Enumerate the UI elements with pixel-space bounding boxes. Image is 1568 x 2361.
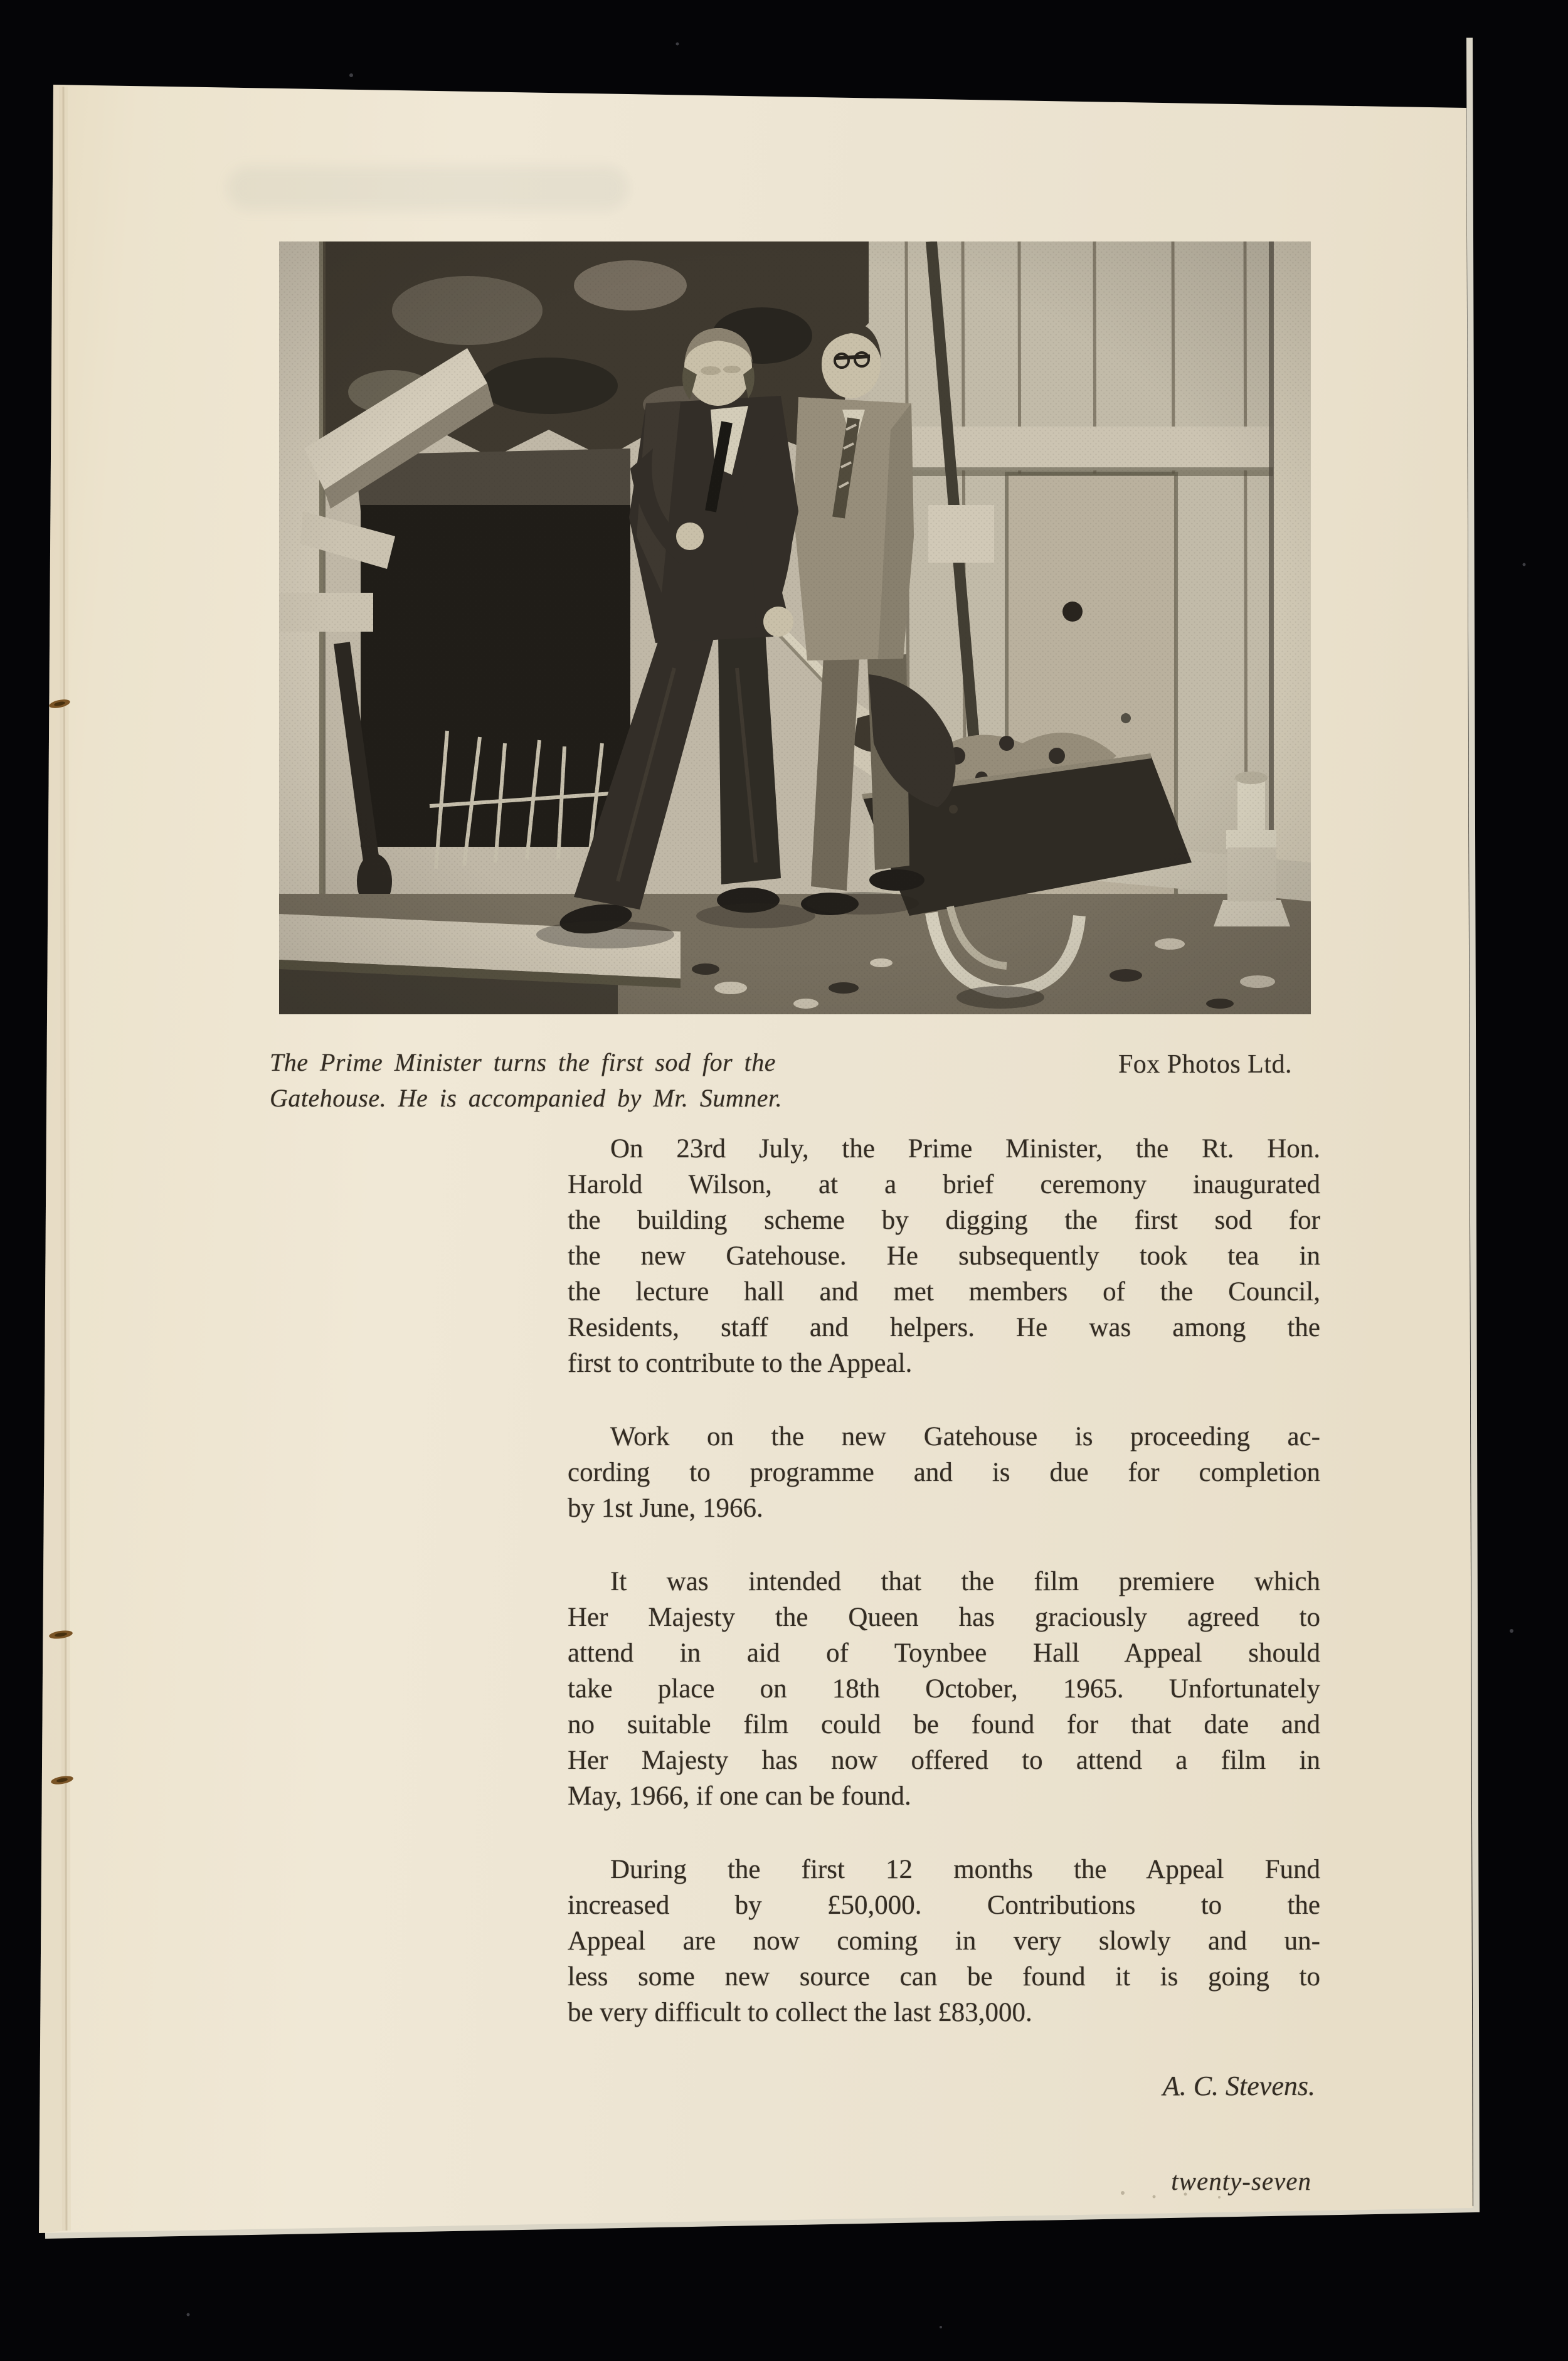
text-line: less some new source can be found it is going to <box>568 1962 1320 1992</box>
author-signature: A. C. Stevens. <box>1162 2071 1315 2101</box>
text-line: During the first 12 months the Appeal Fund <box>610 1855 1320 1884</box>
page-number: twenty-seven <box>1171 2167 1311 2195</box>
text-line: cording to programme and is due for completion <box>568 1458 1320 1487</box>
photograph <box>279 241 1311 1014</box>
text-line: Harold Wilson, at a brief ceremony inaugurated <box>568 1170 1320 1199</box>
text-line: On 23rd July, the Prime Minister, the Rt. Hon. <box>610 1134 1320 1164</box>
text-line: by 1st June, 1966. <box>568 1494 763 1523</box>
text-line: Appeal are now coming in very slowly and un- <box>568 1926 1320 1956</box>
text-line: increased by £50,000. Contributions to the <box>568 1891 1320 1920</box>
text-line: the lecture hall and met members of the Council, <box>568 1277 1320 1307</box>
paragraph <box>568 1419 1320 1526</box>
text-line: be very difficult to collect the last £83,000. <box>568 1998 1032 2027</box>
photo-vignette <box>279 241 1311 1014</box>
article-body <box>568 1131 1320 2199</box>
text-line: May, 1966, if one can be found. <box>568 1781 911 1811</box>
photo-credit: Fox Photos Ltd. <box>1118 1050 1292 1079</box>
photo-illustration <box>279 241 1311 1014</box>
caption-line: Gatehouse. He is accompanied by Mr. Sumner. <box>270 1084 783 1112</box>
show-through-smudge <box>227 166 628 210</box>
text-line: Residents, staff and helpers. He was among the <box>568 1313 1320 1342</box>
text-line: first to contribute to the Appeal. <box>568 1349 913 1378</box>
text-line: Her Majesty the Queen has graciously agreed to <box>568 1603 1320 1632</box>
page-content <box>39 85 1473 2235</box>
text-line: the building scheme by digging the first sod for <box>568 1206 1320 1235</box>
paragraph <box>568 1564 1320 1814</box>
text-line: attend in aid of Toynbee Hall Appeal should <box>568 1638 1320 1668</box>
paragraph <box>568 1852 1320 2030</box>
paragraph <box>568 1131 1320 1381</box>
text-line: take place on 18th October, 1965. Unfortunately <box>568 1674 1320 1704</box>
text-line: It was intended that the film premiere which <box>610 1567 1320 1596</box>
caption-line: The Prime Minister turns the first sod for the <box>270 1048 776 1076</box>
text-line: Her Majesty has now offered to attend a film in <box>568 1746 1320 1775</box>
photo-caption <box>270 1044 891 1116</box>
text-line: the new Gatehouse. He subsequently took tea in <box>568 1241 1320 1271</box>
text-line: no suitable film could be found for that date and <box>568 1710 1320 1739</box>
text-line: Work on the new Gatehouse is proceeding ac- <box>610 1422 1320 1451</box>
